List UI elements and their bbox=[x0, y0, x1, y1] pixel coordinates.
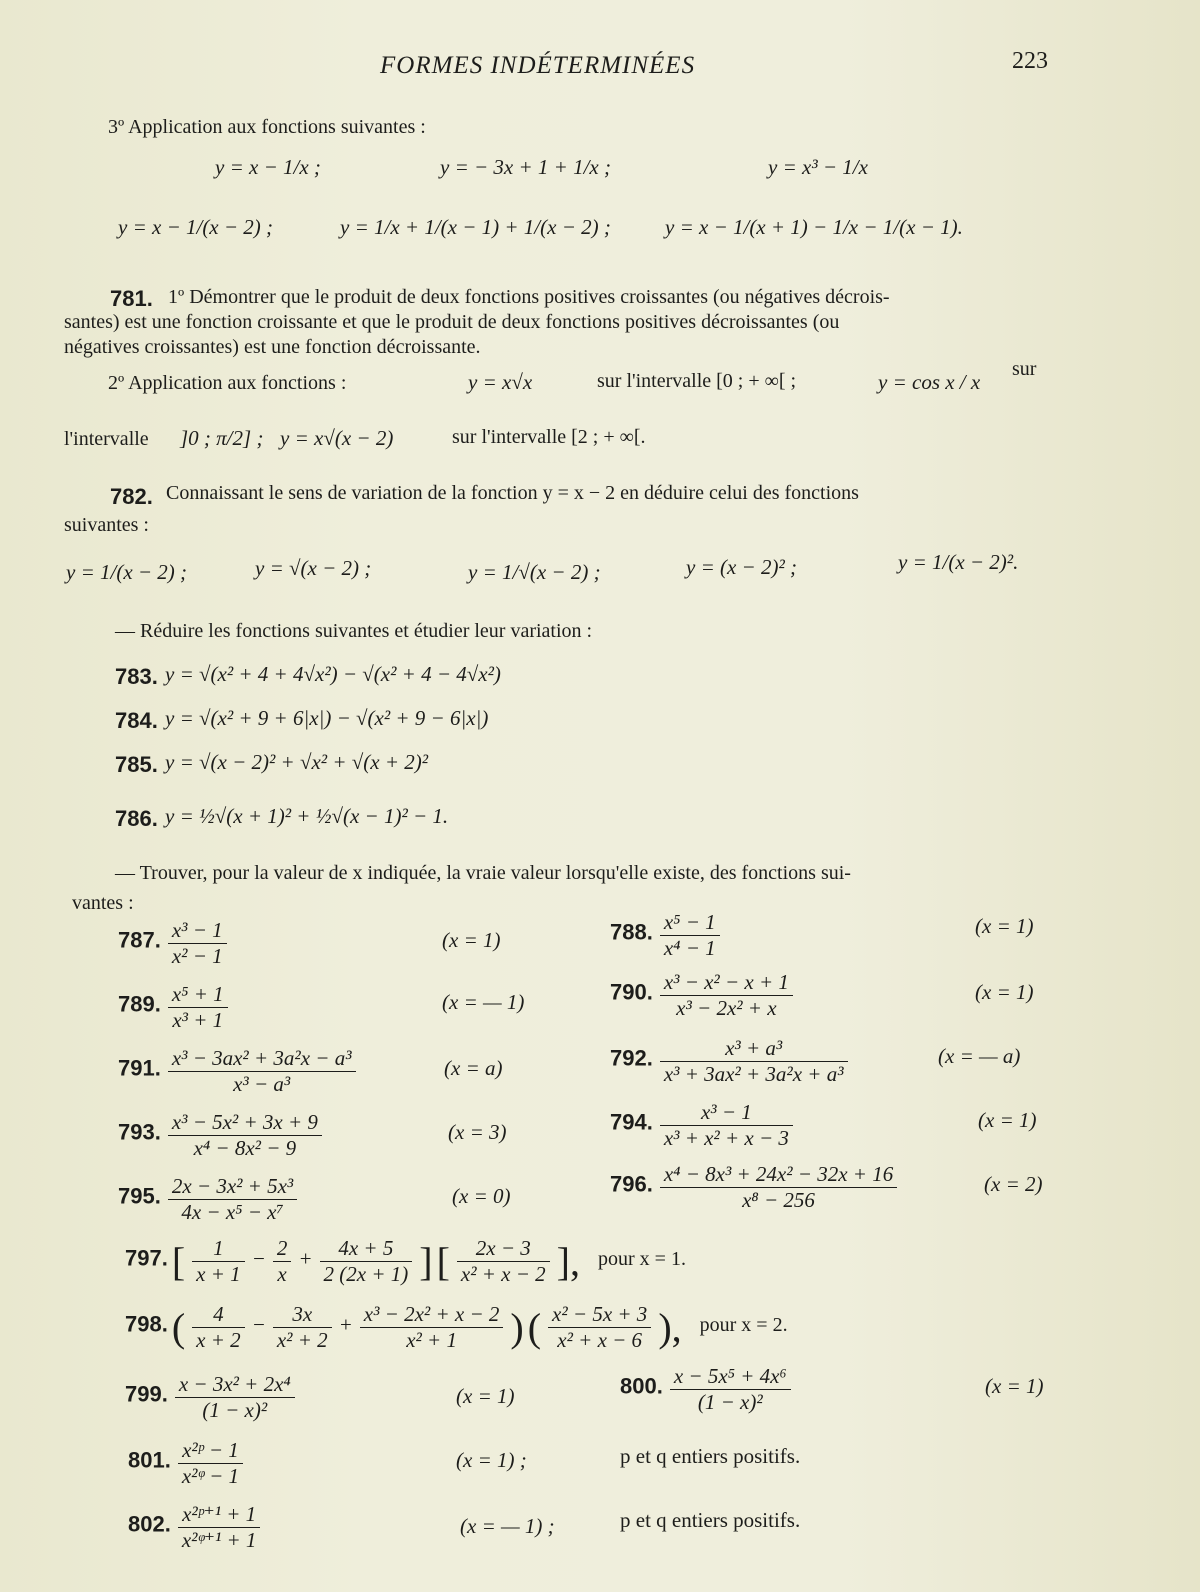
denominator: x³ + 1 bbox=[168, 1007, 228, 1033]
numerator: x² − 5x + 3 bbox=[552, 1302, 648, 1326]
limit-fraction bbox=[670, 1364, 791, 1415]
minus-sign: − bbox=[251, 1246, 266, 1271]
ex781-app-f3: y = x√(x − 2) bbox=[280, 426, 394, 450]
ex798 bbox=[125, 1302, 788, 1353]
sec3-f4: y = x − 1/(x − 2) ; bbox=[118, 215, 274, 239]
denominator: x²ᵠ − 1 bbox=[178, 1463, 243, 1489]
limit-condition: (x = — 1) bbox=[442, 990, 525, 1014]
ex802 bbox=[128, 1502, 263, 1553]
limit-item bbox=[610, 910, 723, 961]
page-title: FORMES INDÉTERMINÉES bbox=[380, 52, 696, 79]
limit-condition: (x = 1) bbox=[975, 914, 1034, 938]
denominator: x² + x − 6 bbox=[548, 1327, 651, 1353]
numerator: 4 bbox=[213, 1302, 224, 1326]
limit-item bbox=[118, 982, 231, 1033]
ex782-f1: y = 1/(x − 2) ; bbox=[66, 560, 188, 584]
numerator: x⁵ + 1 bbox=[171, 982, 224, 1006]
denominator: 2 (2x + 1) bbox=[320, 1261, 413, 1287]
ex782-number: 782. bbox=[110, 484, 153, 509]
right-bracket: ] bbox=[419, 1239, 433, 1285]
limit-condition: (x = 1) bbox=[978, 1108, 1037, 1132]
limit-number: 790. bbox=[610, 979, 653, 1005]
limit-fraction bbox=[175, 1372, 295, 1423]
denominator: x²ᵠ⁺¹ + 1 bbox=[178, 1527, 261, 1553]
ex798-frac4 bbox=[548, 1302, 651, 1353]
denominator: x² + 2 bbox=[273, 1327, 332, 1353]
numerator: x³ − 2x² + x − 2 bbox=[363, 1302, 500, 1326]
plus-sign: + bbox=[298, 1246, 313, 1271]
limit-fraction bbox=[660, 1036, 848, 1087]
right-bracket: ], bbox=[556, 1239, 580, 1285]
denominator: x³ + x² + x − 3 bbox=[660, 1125, 793, 1151]
limit-item bbox=[118, 918, 230, 969]
limit-fraction bbox=[660, 1162, 897, 1213]
limit-item bbox=[118, 1110, 325, 1161]
denominator: x⁴ − 1 bbox=[660, 935, 720, 961]
limit-number: 788. bbox=[610, 919, 653, 945]
denominator: (1 − x)² bbox=[175, 1397, 295, 1423]
numerator: x³ − 3ax² + 3a²x − a³ bbox=[171, 1046, 352, 1070]
ex786-expr: y = ½√(x + 1)² + ½√(x − 1)² − 1. bbox=[165, 804, 449, 828]
numerator: x³ + a³ bbox=[725, 1036, 783, 1060]
ex797-frac4 bbox=[457, 1236, 550, 1287]
numerator: x − 5x⁵ + 4x⁶ bbox=[673, 1364, 787, 1388]
ex783-expr: y = √(x² + 4 + 4√x²) − √(x² + 4 − 4√x²) bbox=[165, 662, 501, 686]
numerator: x⁴ − 8x³ + 24x² − 32x + 16 bbox=[663, 1162, 894, 1186]
limit-item bbox=[610, 1036, 851, 1087]
numerator: 2 bbox=[276, 1236, 288, 1260]
numerator: x − 3x² + 2x⁴ bbox=[178, 1372, 291, 1396]
ex782-f2: y = √(x − 2) ; bbox=[255, 556, 372, 580]
limit-number: 789. bbox=[118, 991, 161, 1017]
ex798-frac3 bbox=[360, 1302, 504, 1353]
ex781-number: 781. bbox=[110, 286, 153, 311]
ex801-fraction bbox=[178, 1438, 243, 1489]
ex798-frac1 bbox=[192, 1302, 245, 1353]
numerator: x⁵ − 1 bbox=[663, 910, 716, 934]
ex797-number: 797. bbox=[125, 1245, 168, 1271]
ex797-frac3 bbox=[320, 1236, 413, 1287]
ex801-condition: (x = 1) ; bbox=[456, 1448, 527, 1472]
right-paren: ), bbox=[658, 1305, 682, 1351]
ex786-number: 786. bbox=[115, 806, 158, 831]
sec3-f3: y = x³ − 1/x bbox=[768, 155, 868, 179]
ex797-tail: pour x = 1. bbox=[598, 1248, 686, 1271]
limit-fraction bbox=[168, 982, 228, 1033]
ex797-frac2 bbox=[273, 1236, 292, 1287]
ex801-note: p et q entiers positifs. bbox=[620, 1444, 801, 1468]
ex801-number: 801. bbox=[128, 1447, 171, 1473]
limit-number: 791. bbox=[118, 1055, 161, 1081]
denominator: x⁴ − 8x² − 9 bbox=[168, 1135, 322, 1161]
numerator: 2x − 3 bbox=[475, 1236, 531, 1260]
numerator: 2x − 3x² + 5x³ bbox=[171, 1174, 294, 1198]
ex785-expr: y = √(x − 2)² + √x² + √(x + 2)² bbox=[165, 750, 429, 774]
limit-number: 796. bbox=[610, 1171, 653, 1197]
denominator: x + 1 bbox=[192, 1261, 245, 1287]
limit-number: 799. bbox=[125, 1381, 168, 1407]
numerator: x³ − 5x² + 3x + 9 bbox=[171, 1110, 318, 1134]
left-paren: ( bbox=[171, 1305, 186, 1351]
ex781-app-t2: sur bbox=[1012, 358, 1037, 380]
ex801 bbox=[128, 1438, 246, 1489]
ex798-tail: pour x = 2. bbox=[699, 1314, 788, 1337]
ex783-number: 783. bbox=[115, 664, 158, 689]
left-bracket: [ bbox=[436, 1239, 450, 1285]
limit-condition: (x = a) bbox=[444, 1056, 503, 1080]
limit-item bbox=[610, 1162, 900, 1213]
denominator: x³ − a³ bbox=[168, 1071, 356, 1097]
ex781-line3: négatives croissantes) est une fonction décroissante. bbox=[64, 336, 481, 358]
sec3-intro: 3º Application aux fonctions suivantes : bbox=[108, 116, 426, 138]
ex802-number: 802. bbox=[128, 1511, 171, 1537]
ex781-app-f2: y = cos x / x bbox=[878, 370, 981, 394]
limit-number: 800. bbox=[620, 1373, 663, 1399]
limit-condition: (x = — a) bbox=[938, 1044, 1021, 1068]
numerator: x³ − 1 bbox=[171, 918, 223, 942]
limit-number: 793. bbox=[118, 1119, 161, 1145]
ex785-number: 785. bbox=[115, 752, 158, 777]
limit-fraction bbox=[168, 1110, 322, 1161]
denominator: x² − 1 bbox=[168, 943, 227, 969]
limit-fraction bbox=[168, 918, 227, 969]
ex781-app-f1: y = x√x bbox=[468, 370, 533, 394]
limit-fraction bbox=[660, 970, 793, 1021]
ex782-f5: y = 1/(x − 2)². bbox=[898, 550, 1019, 574]
limit-fraction bbox=[168, 1174, 297, 1225]
minus-sign: − bbox=[251, 1312, 266, 1337]
ex782-f3: y = 1/√(x − 2) ; bbox=[468, 560, 601, 584]
ex797-frac1 bbox=[192, 1236, 245, 1287]
left-bracket: [ bbox=[171, 1239, 186, 1285]
ex802-fraction bbox=[178, 1502, 261, 1553]
numerator: x³ − 1 bbox=[700, 1100, 752, 1124]
ex802-condition: (x = — 1) ; bbox=[460, 1514, 555, 1538]
limit-item bbox=[125, 1372, 298, 1423]
trouver-line2: vantes : bbox=[72, 892, 134, 914]
limit-fraction bbox=[660, 1100, 793, 1151]
denominator: x³ + 3ax² + 3a²x + a³ bbox=[660, 1061, 848, 1087]
denominator: x³ − 2x² + x bbox=[660, 995, 793, 1021]
ex802-note: p et q entiers positifs. bbox=[620, 1508, 801, 1532]
denominator: 4x − x⁵ − x⁷ bbox=[168, 1199, 297, 1225]
left-paren: ( bbox=[527, 1305, 542, 1351]
numerator: 4x + 5 bbox=[338, 1236, 394, 1260]
numerator: 3x bbox=[292, 1302, 313, 1326]
ex781-line2: santes) est une fonction croissante et que le produit de deux fonctions positives décroissantes (ou bbox=[64, 311, 840, 333]
numerator: x²ᵖ − 1 bbox=[182, 1438, 239, 1462]
limit-condition: (x = 1) bbox=[442, 928, 501, 952]
ex784-expr: y = √(x² + 9 + 6|x|) − √(x² + 9 − 6|x|) bbox=[165, 706, 489, 730]
denominator: x⁸ − 256 bbox=[660, 1187, 897, 1213]
limit-condition: (x = 1) bbox=[985, 1374, 1044, 1398]
ex781-app-t4: sur l'intervalle [2 ; + ∞[. bbox=[452, 426, 646, 448]
denominator: x bbox=[273, 1261, 292, 1287]
limit-fraction bbox=[660, 910, 720, 961]
denominator: x² + x − 2 bbox=[457, 1261, 550, 1287]
limit-condition: (x = 1) bbox=[456, 1384, 515, 1408]
page-number: 223 bbox=[1012, 48, 1048, 74]
limit-condition: (x = 1) bbox=[975, 980, 1034, 1004]
limit-item bbox=[118, 1174, 300, 1225]
limit-condition: (x = 2) bbox=[984, 1172, 1043, 1196]
limit-item bbox=[610, 1100, 796, 1151]
ex798-number: 798. bbox=[125, 1311, 168, 1337]
sec3-f2: y = − 3x + 1 + 1/x ; bbox=[440, 155, 611, 179]
limit-number: 795. bbox=[118, 1183, 161, 1209]
sec3-f6: y = x − 1/(x + 1) − 1/x − 1/(x − 1). bbox=[665, 215, 963, 239]
limit-condition: (x = 0) bbox=[452, 1184, 511, 1208]
ex781-app-t3: l'intervalle bbox=[64, 428, 149, 450]
plus-sign: + bbox=[338, 1312, 353, 1337]
ex781-app-label: 2º Application aux fonctions : bbox=[108, 372, 347, 394]
ex797 bbox=[125, 1236, 686, 1287]
ex781-line1: 1º Démontrer que le produit de deux fonctions positives croissantes (ou négatives décrois- bbox=[168, 286, 890, 308]
sec3-f1: y = x − 1/x ; bbox=[215, 155, 321, 179]
limit-number: 792. bbox=[610, 1045, 653, 1071]
ex781-app-interval: ]0 ; π/2] ; bbox=[180, 426, 264, 450]
limit-item bbox=[610, 970, 796, 1021]
trouver-line1: — Trouver, pour la valeur de x indiquée, la vraie valeur lorsqu'elle existe, des fonctions sui- bbox=[115, 862, 851, 884]
ex782-line2: suivantes : bbox=[64, 514, 149, 536]
ex798-frac2 bbox=[273, 1302, 332, 1353]
limit-fraction bbox=[168, 1046, 356, 1097]
numerator: x²ᵖ⁺¹ + 1 bbox=[182, 1502, 257, 1526]
ex782-f4: y = (x − 2)² ; bbox=[686, 555, 798, 579]
limit-item bbox=[620, 1364, 794, 1415]
limit-condition: (x = 3) bbox=[448, 1120, 507, 1144]
denominator: (1 − x)² bbox=[670, 1389, 791, 1415]
ex781-app-t1: sur l'intervalle [0 ; + ∞[ ; bbox=[597, 370, 797, 392]
denominator: x² + 1 bbox=[360, 1327, 504, 1353]
right-paren: ) bbox=[510, 1305, 524, 1351]
ex784-number: 784. bbox=[115, 708, 158, 733]
ex782-line1: Connaissant le sens de variation de la fonction y = x − 2 en déduire celui des fonctions bbox=[166, 482, 859, 504]
limit-item bbox=[118, 1046, 359, 1097]
sec3-f5: y = 1/x + 1/(x − 1) + 1/(x − 2) ; bbox=[340, 215, 611, 239]
reduce-intro: — Réduire les fonctions suivantes et étudier leur variation : bbox=[115, 620, 593, 642]
limit-number: 794. bbox=[610, 1109, 653, 1135]
denominator: x + 2 bbox=[192, 1327, 245, 1353]
limit-number: 787. bbox=[118, 927, 161, 953]
numerator: x³ − x² − x + 1 bbox=[663, 970, 789, 994]
numerator: 1 bbox=[213, 1236, 224, 1260]
